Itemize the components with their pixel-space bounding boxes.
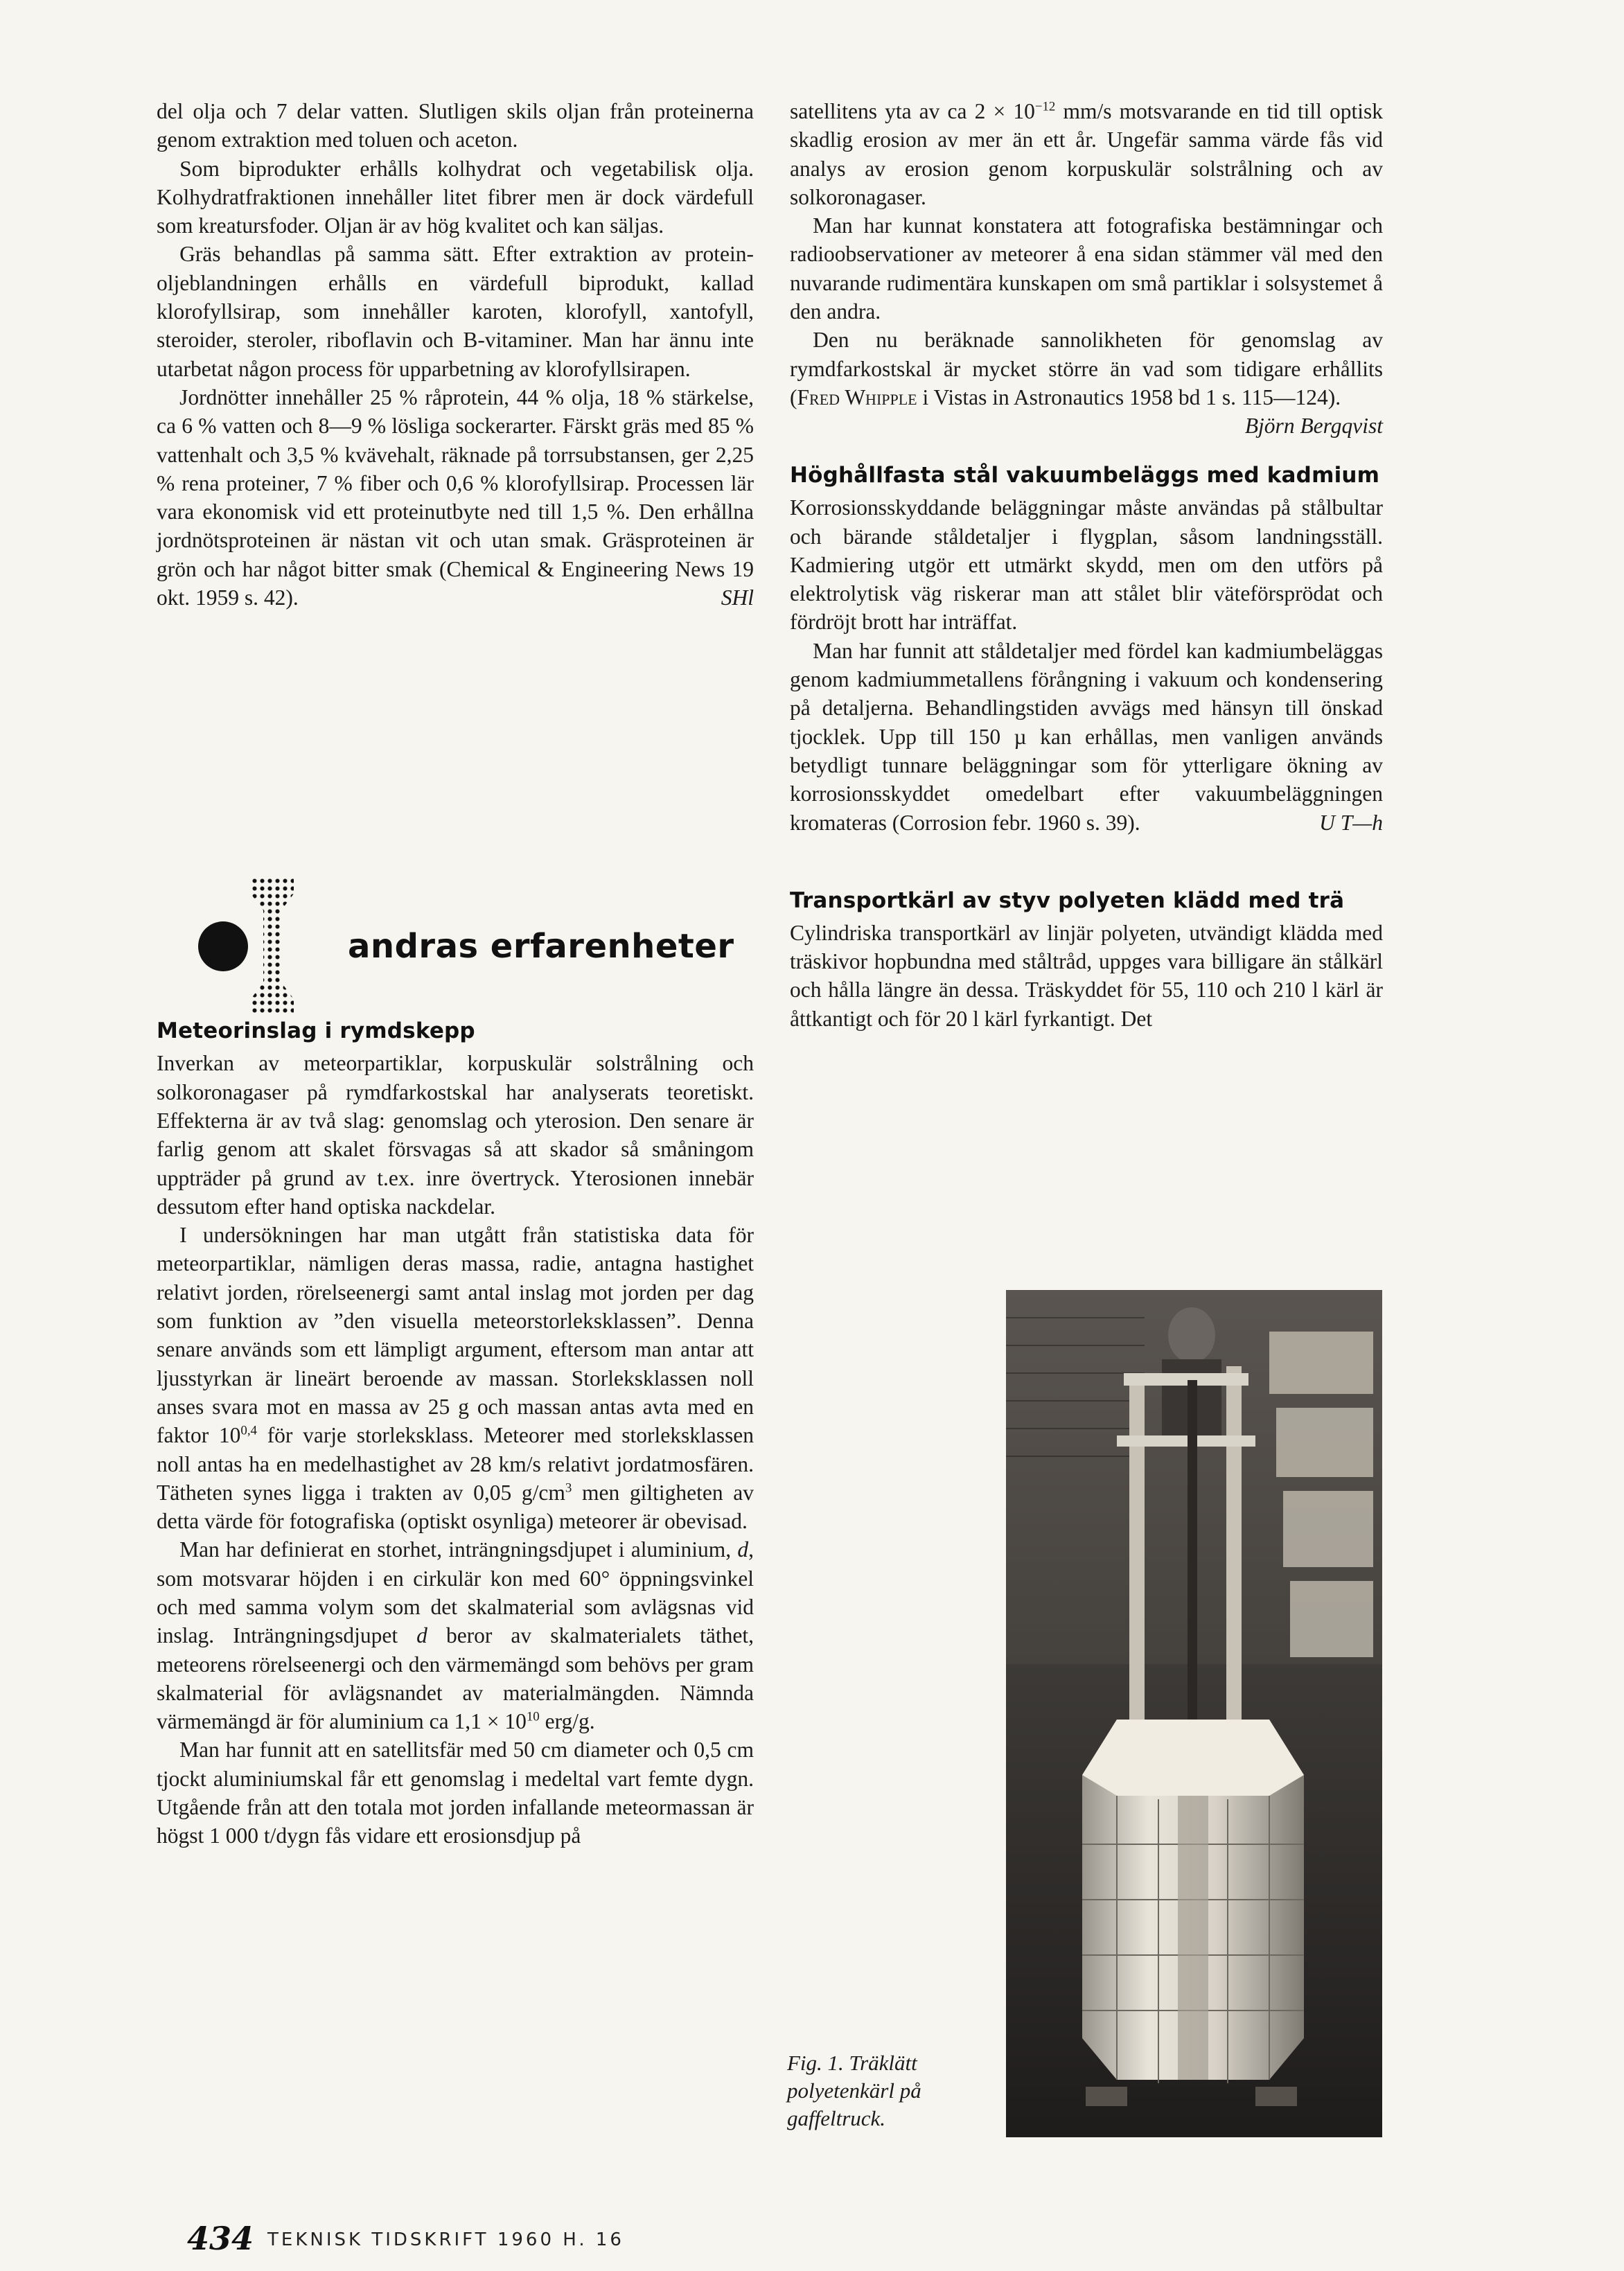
- text-run: satellitens yta av ca 2 × 10: [790, 99, 1035, 123]
- paragraph: [790, 326, 1383, 439]
- paragraph: Man har funnit att en satellitsfär med 50 cm diameter och 0,5 cm tjockt aluminiumskal får ett genomslag i medeltal vart femte dygn. Utgående från att den totala mot jorden infallande meteormassan är högst 1 000 t/dygn fås vidare ett erosionsdjup på: [157, 1738, 754, 1848]
- text-run: erg/g.: [539, 1709, 595, 1734]
- exponent: 0,4: [240, 1423, 258, 1438]
- paragraph-text: Jordnötter innehåller 25 % råprotein, 44 % olja, 18 % stärkelse, ca 6 % vatten och 8—9 % lösliga sockerarter. Färskt gräs med 85 % vattenhalt och 3,5 % kvävehalt, räknade på torrsubstansen, ger 2,25 % rena proteiner, 7 % fiber och 0,6 % klorofyllsirap. Processen lär vara ekonomisk vid ett proteinutbyte ned till 1,5 %. Den erhållna jordnötsproteinen är nästan vit och utan smak. Gräsproteinen är grön och har något bitter smak (Chemical & Engineering News 19 okt. 1959 s. 42).: [157, 385, 754, 610]
- text-run: men giltigheten av detta värde för fotografiska (optiskt osynliga) meteorer är obevisad.: [157, 1480, 754, 1534]
- figure-caption: Fig. 1. Träklätt polyetenkärl på gaffeltruck.: [787, 2051, 921, 2130]
- author-signature: SHl: [721, 585, 754, 610]
- paragraph: Gräs behandlas på samma sätt. Efter extraktion av protein-oljeblandningen erhålls en värdefull biprodukt, kallad klorofyllsirap, som innehåller karoten, klorofyll, xantofyll, steroider, steroler, riboflavin och B-vitaminer. Man har ännu inte utarbetat någon process för upparbetning av klorofyllsirapen.: [157, 242, 754, 381]
- author-signature: U T—h: [1319, 810, 1383, 835]
- paragraph: [157, 383, 754, 612]
- paragraph: Som biprodukter erhålls kolhydrat och vegetabilisk olja. Kolhydratfraktionen innehåller litet fibrer men är dock värdefull som kreatursfoder. Oljan är av hög kvalitet och kan säljas.: [157, 156, 754, 238]
- exponent: 3: [565, 1481, 572, 1496]
- text-run: , som motsvarar höjden i en cirkulär kon med 60° öppningsvinkel och med samma volym som det skalmaterial som avlägsnas vid inslag. Inträngningsdjupet: [157, 1537, 754, 1648]
- bullet-dot-icon: [198, 921, 248, 971]
- paragraph: Inverkan av meteorpartiklar, korpuskulär solstrålning och solkoronagaser på rymdfarkostskal har analyserats teoretiskt. Effekterna är av två slag: genomslag och yterosion. Den senare är farlig genom att skalet försvagas så att skador så småningom uppträder på grund av t.ex. inre övertryck. Yterosionen innebär dessutom efter hand optiska nackdelar.: [157, 1051, 754, 1219]
- exponent: 10: [526, 1709, 540, 1724]
- text-run: I undersökningen har man utgått från statistiska data för meteorpartiklar, nämligen deras massa, radie, antagna hastighet relativt jorden, rörelseenergi samt antal inslag mot jorden per dag som funktion av ”den visuella meteorstorleksklassen”. Denna senare används som ett lämpligt argument, eftersom man antar att ljusstyrkan är lineärt beroende av massan. Storleksklassen noll anses svara mot en massa av 25 g och massan antas avta med en faktor 10: [157, 1223, 754, 1448]
- paragraph: Korrosionsskyddande beläggningar måste användas på stålbultar och bärande ståldetaljer i flygplan, såsom landningsställ. Kadmiering utgör ett utmärkt skydd, men om den utförs på elektrolytisk väg riskerar man att stålet blir väteförsprödat och fördröjt brott har inträffat.: [790, 495, 1383, 635]
- forklift-photo-image: [1006, 1290, 1382, 2137]
- paragraph: [157, 1535, 754, 1735]
- text-run: i Vistas in Astronautics 1958 bd 1 s. 115—124).: [917, 385, 1341, 409]
- article-heading: Höghållfasta stål vakuumbeläggs med kadmium: [790, 463, 1380, 488]
- paragraph: [790, 637, 1383, 837]
- section-header: [198, 874, 739, 1020]
- journal-name: TEKNISK TIDSKRIFT 1960 H. 16: [267, 2229, 624, 2250]
- paragraph: Man har kunnat konstatera att fotografiska bestämningar och radioobservationer av meteorer å ena sidan stämmer väl med den nuvarande rudimentära kunskapen om små partiklar i solsystemet å den andra.: [790, 213, 1383, 324]
- text-run: beror av skalmaterialets täthet, meteorens rörelseenergi och den värmemängd som behövs per gram skalmaterial för avlägsnandet av materialmängden. Nämnda värmemängd är för aluminium ca 1,1 × 10: [157, 1623, 754, 1734]
- variable: d: [737, 1537, 749, 1562]
- variable: d: [416, 1623, 427, 1648]
- author-signature: Björn Bergqvist: [1244, 414, 1383, 439]
- text-run: Den nu beräknade sannolikheten för genomslag av rymdfarkostskal är mycket större än vad som tidigare erhållits (: [790, 328, 1383, 409]
- paragraph-text: Man har funnit att ståldetaljer med fördel kan kadmiumbeläggas genom kadmiummetallens förångning i vakuum och kondensering på detaljerna. Behandlingstiden avvägs med hänsyn till önskad tjocklek. Upp till 150 µ kan erhållas, men vanligen används betydligt tunnare beläggningar som för ytterligare ökning av korrosionsskyddet omedelbart efter vakuumbeläggningen kromateras (Corrosion febr. 1960 s. 39).: [790, 638, 1383, 835]
- exponent: −12: [1034, 99, 1056, 114]
- paragraph: del olja och 7 delar vatten. Slutligen skils oljan från proteinerna genom extraktion med toluen och aceton.: [157, 99, 754, 152]
- page-footer: [187, 2220, 624, 2257]
- text-run: för varje storleksklass. Meteorer med storleksklassen noll antas ha en medelhastighet av 28 km/s relativt jordatmosfären. Tätheten synes ligga i trakten av 0,05 g/cm: [157, 1423, 754, 1505]
- text-run: Man har definierat en storhet, inträngningsdjupet i aluminium,: [179, 1537, 738, 1562]
- paragraph: Cylindriska transportkärl av linjär polyeten, utvändigt klädda med träskivor hopbundna med ståltråd, uppges vara billigare än stålkärl och hålla längre än dessa. Träskyddet för 55, 110 och 210 l kärl är åttkantigt och för 20 l kärl fyrkantigt. Det: [790, 920, 1383, 1031]
- article-heading: Transportkärl av styv polyeten klädd med trä: [790, 887, 1345, 913]
- text-run: mm/s motsvarande en tid till optisk skadlig erosion av mer än ett år. Ungefär samma värde fås vid analys av erosion genom korpuskulär solstrålning och av solkoronagaser.: [790, 99, 1383, 209]
- page-number: 434: [187, 2220, 254, 2257]
- figure-photo: [1006, 1290, 1382, 2137]
- right-column: [790, 97, 1383, 1033]
- section-title: andras erfarenheter: [348, 927, 734, 966]
- cited-author: Fred Whipple: [797, 385, 917, 409]
- paragraph: [790, 97, 1383, 211]
- article-heading: Meteorinslag i rymdskepp: [157, 1018, 475, 1044]
- paragraph: [157, 1221, 754, 1535]
- dot-pattern-icon: [251, 877, 320, 1016]
